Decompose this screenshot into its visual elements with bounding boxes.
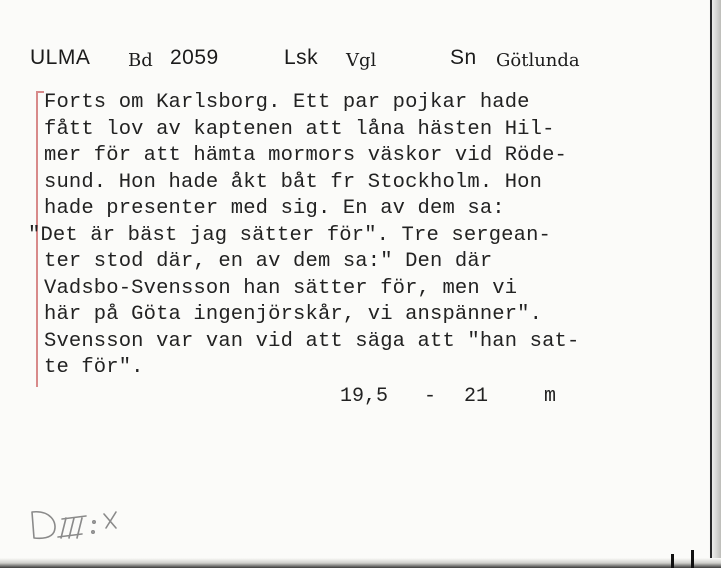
body-line-5: hade presenter med sig. En av dem sa: bbox=[44, 197, 505, 220]
body-line-3: mer för att hämta mormors väskor vid Röde- bbox=[44, 144, 567, 167]
body-line-6: "Det är bäst jag sätter för". Tre sergean- bbox=[28, 223, 551, 247]
card-bottom-edge bbox=[0, 558, 721, 568]
depth-measurement bbox=[340, 385, 580, 415]
body-line-1: Forts om Karlsborg. Ett par pojkar hade bbox=[44, 91, 530, 114]
body-line-10: Svensson var van vid att säga att "han sat- bbox=[44, 329, 580, 353]
measure-unit: m bbox=[544, 385, 557, 408]
volume-label: Bd bbox=[128, 50, 153, 71]
archive-code: ULMA bbox=[30, 46, 91, 69]
typed-body-text bbox=[28, 90, 668, 382]
card-right-shadow-line bbox=[710, 0, 712, 568]
volume-number: 2059 bbox=[170, 46, 219, 69]
socken-value: Götlunda bbox=[496, 50, 580, 71]
body-line-9: här på Göta ingenjörskår, vi anspänner". bbox=[44, 303, 543, 326]
measure-to: 21 bbox=[464, 385, 489, 408]
measure-from: 19,5 bbox=[340, 385, 389, 408]
body-line-11: te för". bbox=[44, 356, 144, 379]
body-line-2: fått lov av kaptenen att låna hästen Hil- bbox=[44, 117, 555, 141]
body-line-4: sund. Hon hade åkt båt fr Stockholm. Hon bbox=[44, 170, 543, 194]
measure-dash: - bbox=[424, 385, 437, 408]
socken-label: Sn bbox=[450, 46, 477, 69]
body-line-7: ter stod där, en av dem sa:" Den där bbox=[44, 250, 493, 273]
pencil-annotation bbox=[28, 500, 158, 544]
landskap-value: Vgl bbox=[346, 50, 377, 71]
card-corner-marks bbox=[667, 550, 707, 568]
body-line-8: Vadsbo-Svensson han sätter för, men vi bbox=[44, 276, 518, 300]
landskap-label: Lsk bbox=[284, 46, 319, 69]
